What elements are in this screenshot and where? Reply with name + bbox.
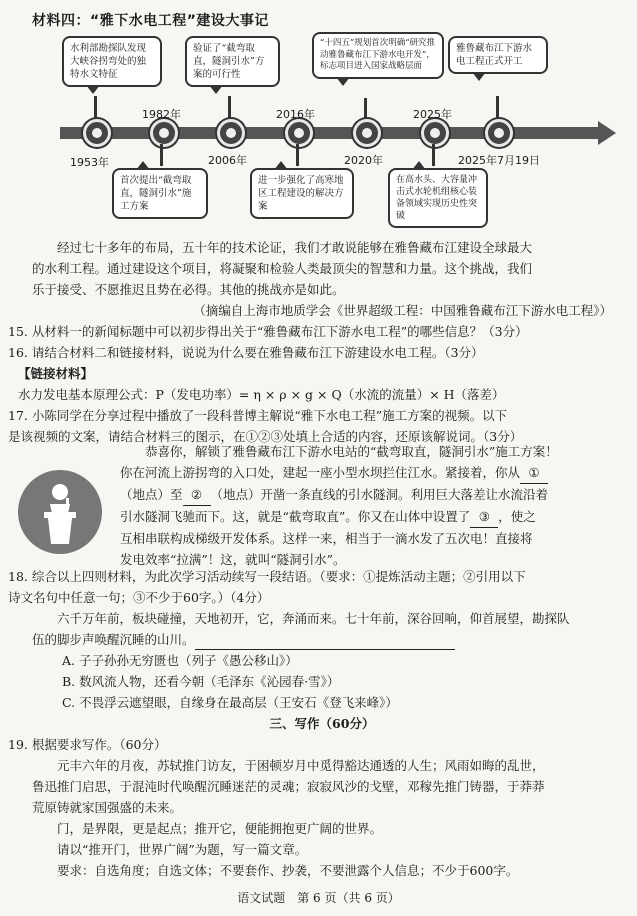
timeline-stem xyxy=(94,96,97,120)
video-script xyxy=(120,441,610,570)
option-c: C. 不畏浮云遮望眼，自缘身在最高层（王安石《登飞来峰》） xyxy=(62,695,398,710)
q19-body-line: 请以“推开门，世界广阔”为题，写一篇文章。 xyxy=(57,842,308,857)
timeline-stem xyxy=(228,96,231,120)
timeline-year: 2025年 xyxy=(413,108,452,121)
timeline-year: 2020年 xyxy=(344,154,383,167)
timeline-event-2016: 进一步强化了高寒地区工程建设的解决方案 xyxy=(250,168,354,219)
source-citation: （摘编自上海市地质学会《世界超级工程：中国雅鲁藏布江下游水电工程》） xyxy=(193,303,612,318)
answer-line xyxy=(195,635,455,650)
option-a: A. 子子孙孙无穷匮也（列子《愚公移山》） xyxy=(62,653,298,668)
question-17-line: 是该视频的文案，请结合材料三的图示，在①②③处填上合适的内容，还原该解说词。（3分） xyxy=(8,429,523,444)
blank-2: ② xyxy=(183,484,211,506)
q19-body-line: 门，是界限，更是起点；推开它，便能拥抱更广阔的世界。 xyxy=(57,821,383,836)
timeline-stem xyxy=(364,98,367,120)
timeline-event-2025: 在高水头、大容量冲击式水轮机组核心装备领域实现历史性突破 xyxy=(388,168,488,228)
question-15: 15. 从材料一的新闻标题中可以初步得出关于“雅鲁藏布江下游水电工程”的哪些信息？（3分） xyxy=(8,324,528,339)
timeline-stem xyxy=(160,144,163,166)
timeline-node xyxy=(285,119,313,147)
blank-3: ③ xyxy=(470,506,498,528)
q18-passage-text: 伍的脚步声唤醒沉睡的山川。 xyxy=(32,632,195,647)
timeline-stem xyxy=(432,144,435,166)
question-17-line: 17. 小陈同学在分享过程中播放了一段科普博主解说“雅下水电工程”施工方案的视频。以下 xyxy=(8,408,508,423)
page-footer: 语文试题 第 6 页（共 6 页） xyxy=(237,891,400,905)
script-text: ，使之 xyxy=(498,509,536,524)
timeline-bar xyxy=(60,127,600,139)
timeline-node xyxy=(353,119,381,147)
script-line xyxy=(120,484,610,506)
script-line xyxy=(120,462,610,484)
q18-passage-line: 六千万年前，板块碰撞，天地初开，它，奔涌而来。七十年前，深谷回响，仰首展望，勘探队 xyxy=(57,611,570,626)
timeline-year: 1982年 xyxy=(142,108,181,121)
question-18-line: 18. 综合以上四则材料，为此次学习活动续写一段结语。（要求：①提炼活动主题；②引用以下 xyxy=(8,569,526,584)
q18-passage-line xyxy=(32,629,612,650)
timeline-year: 2025年7月19日 xyxy=(458,154,540,167)
timeline-event-1953: 水利部勘探队发现大峡谷拐弯处的独特水文特征 xyxy=(62,36,162,87)
script-text: 你在河流上游拐弯的入口处，建起一座小型水坝拦住江水。紧接着，你从 xyxy=(120,465,521,480)
timeline-node xyxy=(150,119,178,147)
timeline-node xyxy=(485,119,513,147)
timeline-node xyxy=(83,119,111,147)
question-19: 19. 根据要求写作。（60分） xyxy=(8,737,167,752)
script-line: 发电效率“拉满”！这，就叫“隧洞引水”。 xyxy=(120,552,346,567)
timeline-event-1982: 首次提出“截弯取直，隧洞引水”施工方案 xyxy=(112,168,208,219)
timeline xyxy=(0,30,637,235)
timeline-stem xyxy=(496,96,499,120)
q19-body-line: 荒原铸就家国强盛的未来。 xyxy=(32,800,183,815)
blank-1: ① xyxy=(520,462,548,484)
paragraph-line: 乐于接受、不愿推迟且势在必得。其他的挑战亦是如此。 xyxy=(32,282,345,297)
option-b: B. 数风流人物，还看今朝（毛泽东《沁园春·雪》） xyxy=(62,674,340,689)
question-18-line: 诗文名句中任意一句；③不少于60字。）（4分） xyxy=(8,590,270,605)
question-16: 16. 请结合材料二和链接材料，说说为什么要在雅鲁藏布江下游建设水电工程。（3分） xyxy=(8,345,484,360)
script-line: 恭喜你，解锁了雅鲁藏布江下游水电站的“截弯取直，隧洞引水”施工方案！ xyxy=(145,444,558,459)
paragraph-line: 经过七十多年的布局，五十年的技术论证，我们才敢说能够在雅鲁藏布江建设全球最大 xyxy=(57,240,533,255)
script-text: （地点）开凿一条直线的引水隧洞。利用巨大落差让水流沿着 xyxy=(210,487,549,502)
script-text: （地点）至 xyxy=(120,487,183,502)
script-line xyxy=(120,506,610,528)
q19-body-line: 要求：自选角度；自选文体；不要套作、抄袭，不要泄露个人信息；不少于600字。 xyxy=(57,863,519,878)
timeline-event-2020: “十四五”规划首次明确“研究推动雅鲁藏布江下游水电开发”，标志项目进入国家战略层面 xyxy=(312,32,444,79)
section-title: 三、写作（60分） xyxy=(269,716,375,731)
material4-title: 材料四：“雅下水电工程”建设大事记 xyxy=(32,13,269,29)
script-line: 互相串联构成梯级开发体系。这样一来，相当于一滴水发了五次电！直接将 xyxy=(120,531,533,546)
timeline-arrow-icon xyxy=(598,121,616,145)
timeline-event-2006: 验证了“截弯取直，隧洞引水”方案的可行性 xyxy=(185,36,280,87)
timeline-stem xyxy=(296,144,299,166)
speaker-podium-icon xyxy=(18,470,102,554)
link-material-title: 【链接材料】 xyxy=(18,366,94,381)
q19-body-line: 鲁迅推门启思，于混沌时代唤醒沉睡迷茫的灵魂；寂寂风沙的戈壁，邓稼先推门铸器，于莽莽 xyxy=(32,779,545,794)
paragraph-line: 的水利工程。通过建设这个项目，将凝聚和检验人类最顶尖的智慧和力量。这个挑战，我们 xyxy=(32,261,533,276)
q19-body-line: 元丰六年的月夜，苏轼推门访友，于困顿岁月中觅得豁达通透的人生；风雨如晦的乱世， xyxy=(57,758,545,773)
timeline-year: 2016年 xyxy=(276,108,315,121)
formula: 水力发电基本原理公式：P（发电功率）= η × ρ × g × Q（水流的流量）× H（落差） xyxy=(18,387,505,402)
timeline-node xyxy=(217,119,245,147)
script-text: 引水隧洞飞驰而下。这，就是“截弯取直”。你又在山体中设置了 xyxy=(120,509,471,524)
timeline-year: 1953年 xyxy=(70,156,109,169)
timeline-year: 2006年 xyxy=(208,154,247,167)
timeline-node xyxy=(421,119,449,147)
timeline-event-2025-jul: 雅鲁藏布江下游水电工程正式开工 xyxy=(448,36,548,74)
